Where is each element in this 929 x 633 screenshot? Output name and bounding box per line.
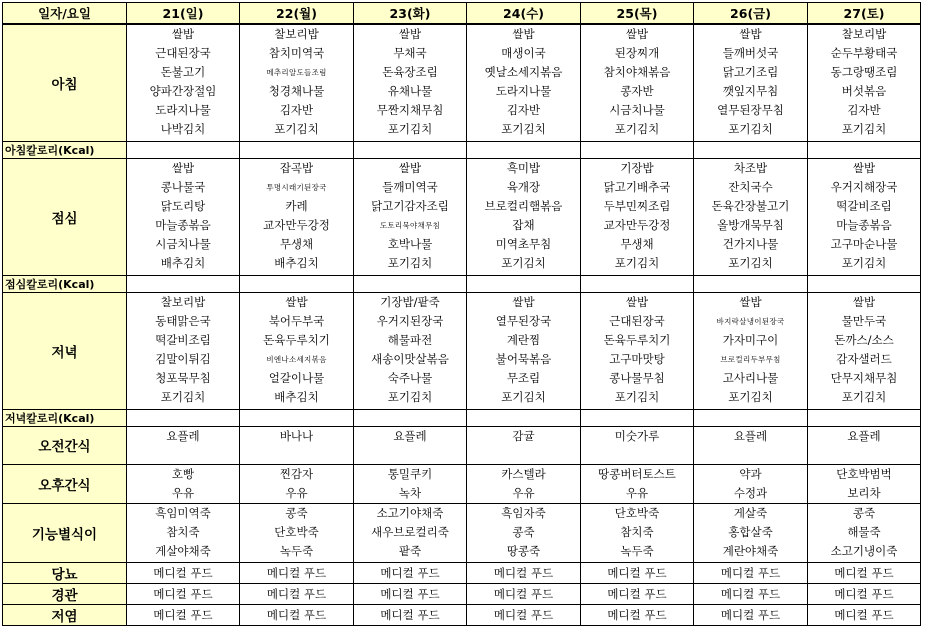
dinner-cell — [127, 292, 240, 409]
menu-item: 참치죽 — [166, 524, 200, 539]
diet-cell: 메디컬 푸드 — [354, 583, 467, 604]
dinner-cell — [354, 292, 467, 409]
day-header: 23(화) — [354, 3, 467, 25]
menu-item: 포기김치 — [387, 122, 433, 136]
kcal-cell — [694, 275, 808, 292]
diet-cell: 메디컬 푸드 — [694, 604, 808, 625]
menu-item: 포기김치 — [841, 255, 887, 270]
morning-snack-cell — [240, 426, 354, 464]
snack-label-special: 기능별식이 — [3, 503, 127, 562]
breakfast-kcal-row — [3, 141, 921, 158]
menu-item: 도토리묵야채무침 — [379, 220, 441, 230]
menu-item: 들깨버섯국 — [722, 46, 779, 60]
menu-item: 돈육장조림 — [382, 65, 438, 79]
menu-item: 우유 — [285, 485, 308, 500]
menu-item: 돈육두루치기 — [263, 332, 330, 347]
menu-item: 땅콩죽 — [506, 543, 541, 558]
menu-item: 우거지해장국 — [830, 179, 898, 194]
dinner-cell — [694, 292, 808, 409]
menu-item: 닭고기감자조림 — [371, 198, 449, 213]
menu-item: 된장찌개 — [614, 46, 660, 60]
menu-item: 마늘종볶음 — [155, 217, 211, 232]
lunch-cell — [467, 158, 581, 275]
kcal-cell — [694, 141, 808, 158]
menu-item: 감귤 — [512, 428, 535, 443]
kcal-cell — [581, 141, 694, 158]
meal-label-breakfast: 아침 — [3, 24, 127, 141]
breakfast-cell — [354, 24, 467, 141]
menu-item: 김자반 — [506, 103, 541, 117]
menu-item: 무생채 — [279, 236, 314, 251]
morning-snack-cell — [808, 426, 921, 464]
menu-item: 콩죽 — [852, 505, 876, 520]
menu-item: 돈까스/소스 — [834, 332, 894, 347]
special-diet-cell — [127, 503, 240, 562]
menu-item: 무조림 — [506, 370, 541, 385]
menu-item: 우유 — [171, 485, 195, 500]
menu-item: 청포묵무침 — [155, 370, 211, 385]
menu-item: 콩나물국 — [160, 179, 206, 194]
menu-item: 닭고기조림 — [722, 65, 779, 79]
menu-item: 찰보리밥 — [841, 27, 887, 41]
menu-item: 단호박범벅 — [836, 466, 892, 481]
menu-item: 불어묵볶음 — [495, 351, 552, 366]
diet-cell: 메디컬 푸드 — [808, 604, 921, 625]
day-header: 22(월) — [240, 3, 354, 25]
lunch-cell — [127, 158, 240, 275]
special-diet-cell — [808, 503, 921, 562]
menu-item: 우유 — [512, 485, 535, 500]
kcal-cell — [467, 275, 581, 292]
menu-item: 녹두죽 — [279, 543, 314, 558]
menu-item: 새송이맛살볶음 — [371, 351, 449, 366]
menu-item: 기장밥/팥죽 — [380, 294, 440, 309]
menu-item: 포기김치 — [728, 389, 773, 404]
weekly-menu-table — [2, 2, 921, 626]
morning-snack-cell — [354, 426, 467, 464]
special-diet-cell — [467, 503, 581, 562]
menu-item: 열무된장국 — [495, 313, 552, 328]
special-diet-cell — [240, 503, 354, 562]
kcal-cell — [467, 141, 581, 158]
menu-item: 브로컬리두부무침 — [720, 354, 781, 364]
menu-item: 돈육두루치기 — [603, 332, 671, 347]
menu-item: 버섯볶음 — [841, 84, 887, 98]
menu-item: 녹차 — [398, 485, 422, 500]
menu-item: 건가지나물 — [722, 236, 779, 251]
menu-item: 콩자반 — [620, 84, 654, 98]
breakfast-cell — [127, 24, 240, 141]
lunch-cell — [240, 158, 354, 275]
breakfast-cell — [581, 24, 694, 141]
menu-item: 포기김치 — [614, 122, 660, 136]
lunch-cell — [581, 158, 694, 275]
menu-item: 숙주나물 — [387, 370, 433, 385]
diet-cell: 메디컬 푸드 — [127, 583, 240, 604]
menu-item: 쌀밥 — [171, 27, 195, 41]
diet-cell: 메디컬 푸드 — [467, 562, 581, 583]
menu-item: 포기김치 — [501, 255, 546, 270]
menu-item: 쌀밥 — [171, 160, 195, 175]
kcal-cell — [354, 275, 467, 292]
breakfast-row — [3, 24, 921, 141]
menu-item: 쌀밥 — [625, 27, 649, 41]
menu-item: 김자반 — [279, 103, 314, 117]
menu-item: 포기김치 — [614, 389, 660, 404]
menu-item: 통밀쿠키 — [387, 466, 433, 481]
menu-item: 포기김치 — [160, 389, 206, 404]
morning-snack-cell — [467, 426, 581, 464]
menu-item: 잡채 — [512, 217, 535, 232]
menu-item: 고사리나물 — [722, 370, 779, 385]
day-header: 26(금) — [694, 3, 808, 25]
menu-item: 기장밥 — [620, 160, 654, 175]
menu-item: 계란찜 — [506, 332, 541, 347]
afternoon-snack-cell — [808, 464, 921, 503]
lunch-kcal-row — [3, 275, 921, 292]
diet-cell: 메디컬 푸드 — [808, 583, 921, 604]
menu-item: 배추김치 — [160, 255, 206, 270]
diet-cell: 메디컬 푸드 — [354, 562, 467, 583]
morning-snack-cell — [581, 426, 694, 464]
afternoon-snack-row — [3, 464, 921, 503]
menu-item: 수정과 — [733, 485, 768, 500]
menu-item: 찰보리밥 — [160, 294, 206, 309]
menu-item: 쌀밥 — [285, 294, 308, 309]
menu-item: 카레 — [285, 198, 308, 213]
menu-item: 순두부황태국 — [830, 46, 898, 60]
menu-item: 육개장 — [506, 179, 541, 194]
kcal-cell — [240, 409, 354, 426]
menu-item: 소고기야채죽 — [376, 505, 444, 520]
menu-item: 쌀밥 — [625, 294, 649, 309]
menu-item: 포기김치 — [501, 389, 546, 404]
menu-item: 요플레 — [393, 428, 427, 443]
menu-item: 고구마맛탕 — [609, 351, 665, 366]
menu-item: 홍합살죽 — [728, 524, 773, 539]
special-diet-cell — [354, 503, 467, 562]
menu-item: 바지락살냉이된장국 — [716, 316, 785, 326]
kcal-cell — [808, 409, 921, 426]
menu-item: 포기김치 — [614, 255, 660, 270]
menu-item: 북어두부국 — [268, 313, 325, 328]
afternoon-snack-cell — [581, 464, 694, 503]
menu-item: 쌀밥 — [852, 160, 876, 175]
menu-item: 단무지채무침 — [830, 370, 898, 385]
menu-item: 미숫가루 — [614, 428, 660, 443]
diet-cell: 메디컬 푸드 — [240, 562, 354, 583]
menu-item: 돈불고기 — [160, 65, 206, 79]
lunch-cell — [354, 158, 467, 275]
menu-item: 약과 — [739, 466, 762, 481]
afternoon-snack-cell — [467, 464, 581, 503]
menu-item: 잔치국수 — [728, 179, 773, 194]
breakfast-kcal-label: 아침칼로리(Kcal) — [3, 141, 127, 158]
special-diet-cell — [694, 503, 808, 562]
breakfast-cell — [240, 24, 354, 141]
menu-item: 흑미밥 — [506, 160, 541, 175]
menu-item: 게살야채죽 — [155, 543, 211, 558]
menu-item: 게살죽 — [733, 505, 768, 520]
menu-item: 소고기냉이죽 — [830, 543, 898, 558]
kcal-cell — [354, 141, 467, 158]
menu-item: 들깨미역국 — [382, 179, 438, 194]
menu-item: 무짠지채무침 — [376, 103, 444, 117]
menu-item: 시금치나물 — [609, 103, 665, 117]
diet-row-diabetes — [3, 562, 921, 583]
menu-item: 콩죽 — [512, 524, 535, 539]
menu-item: 유채나물 — [387, 84, 433, 98]
dinner-cell — [581, 292, 694, 409]
menu-item: 찐감자 — [279, 466, 314, 481]
snack-label-afternoon: 오후간식 — [3, 464, 127, 503]
menu-item: 흑임자죽 — [501, 505, 546, 520]
kcal-cell — [694, 409, 808, 426]
menu-item: 포기김치 — [274, 122, 319, 136]
lunch-cell — [808, 158, 921, 275]
diet-cell: 메디컬 푸드 — [581, 583, 694, 604]
diet-cell: 메디컬 푸드 — [240, 583, 354, 604]
dinner-kcal-row — [3, 409, 921, 426]
kcal-cell — [581, 409, 694, 426]
diet-cell: 메디컬 푸드 — [694, 562, 808, 583]
menu-item: 교자만두강정 — [603, 217, 671, 232]
menu-item: 포기김치 — [841, 122, 887, 136]
menu-item: 포기김치 — [387, 389, 433, 404]
menu-item: 찰보리밥 — [274, 27, 319, 41]
diet-row-tube — [3, 583, 921, 604]
menu-item: 콩죽 — [285, 505, 308, 520]
menu-item: 쌀밥 — [852, 294, 876, 309]
menu-item: 우유 — [625, 485, 649, 500]
menu-item: 마늘종볶음 — [836, 217, 892, 232]
menu-item: 호박나물 — [387, 236, 433, 251]
menu-item: 열무된장무침 — [717, 103, 784, 117]
menu-item: 닭도리탕 — [160, 198, 206, 213]
menu-item: 도라지나물 — [495, 84, 552, 98]
menu-item: 매생이국 — [501, 46, 546, 60]
menu-item: 카스텔라 — [501, 466, 546, 481]
kcal-cell — [127, 409, 240, 426]
lunch-cell — [694, 158, 808, 275]
kcal-cell — [354, 409, 467, 426]
menu-item: 호빵 — [171, 466, 195, 481]
menu-item: 콩나물무침 — [609, 370, 665, 385]
menu-item: 요플레 — [166, 428, 200, 443]
menu-item: 양파간장절임 — [149, 84, 217, 98]
menu-item: 잡곡밥 — [279, 160, 314, 175]
menu-item: 두부민찌조림 — [603, 198, 671, 213]
menu-item: 포기김치 — [728, 122, 773, 136]
menu-item: 포기김치 — [841, 389, 887, 404]
menu-item: 옛날소세지볶음 — [484, 65, 563, 79]
menu-item: 떡갈비조림 — [155, 332, 211, 347]
menu-item: 흑임미역죽 — [155, 505, 211, 520]
diet-cell: 메디컬 푸드 — [467, 583, 581, 604]
menu-item: 포기김치 — [387, 255, 433, 270]
afternoon-snack-cell — [694, 464, 808, 503]
kcal-cell — [467, 409, 581, 426]
menu-item: 해물파전 — [387, 332, 433, 347]
menu-item: 물만두국 — [841, 313, 887, 328]
dinner-cell — [240, 292, 354, 409]
day-header: 24(수) — [467, 3, 581, 25]
menu-item: 우거지된장국 — [376, 313, 444, 328]
dinner-cell — [808, 292, 921, 409]
diet-cell: 메디컬 푸드 — [694, 583, 808, 604]
menu-item: 근대된장국 — [155, 46, 211, 60]
kcal-cell — [581, 275, 694, 292]
menu-item: 비엔나소세지볶음 — [266, 354, 327, 364]
menu-item: 쌀밥 — [512, 27, 535, 41]
menu-item: 투명시래기된장국 — [266, 182, 327, 192]
kcal-cell — [808, 141, 921, 158]
menu-item: 쌀밥 — [739, 294, 762, 309]
dinner-row — [3, 292, 921, 409]
meal-label-lunch: 점심 — [3, 158, 127, 275]
meal-label-dinner: 저녁 — [3, 292, 127, 409]
menu-item: 시금치나물 — [155, 236, 211, 251]
menu-item: 참치야채볶음 — [603, 65, 671, 79]
kcal-cell — [240, 275, 354, 292]
kcal-cell — [808, 275, 921, 292]
special-diet-row — [3, 503, 921, 562]
menu-item: 무채국 — [393, 46, 427, 60]
special-diet-cell — [581, 503, 694, 562]
menu-item: 배추김치 — [274, 389, 319, 404]
breakfast-cell — [467, 24, 581, 141]
menu-item: 계란야채죽 — [722, 543, 779, 558]
menu-item: 무생채 — [620, 236, 654, 251]
menu-item: 포기김치 — [728, 255, 773, 270]
menu-item: 요플레 — [847, 428, 881, 443]
lunch-row — [3, 158, 921, 275]
menu-item: 떡갈비조림 — [836, 198, 892, 213]
kcal-cell — [127, 141, 240, 158]
menu-item: 감자샐러드 — [836, 351, 892, 366]
menu-item: 보리차 — [847, 485, 881, 500]
menu-item: 차조밥 — [733, 160, 768, 175]
menu-item: 해물죽 — [847, 524, 881, 539]
afternoon-snack-cell — [127, 464, 240, 503]
diet-row-low-salt — [3, 604, 921, 625]
menu-item: 포기김치 — [501, 122, 546, 136]
menu-item: 도라지나물 — [155, 103, 211, 117]
menu-item: 얼갈이나물 — [268, 370, 325, 385]
menu-item: 참치죽 — [620, 524, 654, 539]
dinner-cell — [467, 292, 581, 409]
menu-item: 브로컬리햄볶음 — [484, 198, 563, 213]
afternoon-snack-cell — [240, 464, 354, 503]
menu-item: 김자반 — [847, 103, 881, 117]
breakfast-cell — [694, 24, 808, 141]
menu-item: 가자미구이 — [722, 332, 779, 347]
snack-label-morning: 오전간식 — [3, 426, 127, 464]
diet-cell: 메디컬 푸드 — [808, 562, 921, 583]
header-row — [3, 3, 921, 25]
menu-item: 동태맑은국 — [155, 313, 211, 328]
diet-cell: 메디컬 푸드 — [240, 604, 354, 625]
dinner-kcal-label: 저녁칼로리(Kcal) — [3, 409, 127, 426]
date-day-header: 일자/요일 — [3, 3, 127, 25]
menu-item: 녹두죽 — [620, 543, 654, 558]
menu-item: 단호박죽 — [614, 505, 660, 520]
menu-item: 새우브로컬리죽 — [371, 524, 449, 539]
morning-snack-row — [3, 426, 921, 464]
menu-item: 근대된장국 — [609, 313, 665, 328]
menu-item: 교자만두강정 — [263, 217, 330, 232]
diet-cell: 메디컬 푸드 — [354, 604, 467, 625]
menu-item: 미역초무침 — [495, 236, 552, 251]
menu-item: 깻잎지무침 — [722, 84, 779, 98]
morning-snack-cell — [127, 426, 240, 464]
menu-item: 올방개묵무침 — [717, 217, 784, 232]
diet-label-tube: 경관 — [3, 583, 127, 604]
diet-cell: 메디컬 푸드 — [581, 562, 694, 583]
diet-cell: 메디컬 푸드 — [127, 562, 240, 583]
lunch-kcal-label: 점심칼로리(Kcal) — [3, 275, 127, 292]
menu-item: 동그랑땡조림 — [830, 65, 898, 79]
menu-item: 요플레 — [733, 428, 768, 443]
diet-label-diabetes: 당뇨 — [3, 562, 127, 583]
menu-item: 나박김치 — [160, 122, 206, 136]
diet-label-low-salt: 저염 — [3, 604, 127, 625]
breakfast-cell — [808, 24, 921, 141]
menu-item: 닭고기배추국 — [603, 179, 671, 194]
diet-cell: 메디컬 푸드 — [127, 604, 240, 625]
menu-item: 쌀밥 — [398, 27, 422, 41]
afternoon-snack-cell — [354, 464, 467, 503]
diet-cell: 메디컬 푸드 — [467, 604, 581, 625]
kcal-cell — [127, 275, 240, 292]
menu-item: 김말이튀김 — [155, 351, 211, 366]
menu-item: 메추리알도들조림 — [266, 68, 327, 77]
menu-item: 고구마순나물 — [830, 236, 898, 251]
diet-cell: 메디컬 푸드 — [581, 604, 694, 625]
morning-snack-cell — [694, 426, 808, 464]
day-header: 25(목) — [581, 3, 694, 25]
menu-item: 배추김치 — [274, 255, 319, 270]
menu-item: 쌀밥 — [739, 27, 762, 41]
menu-item: 바나나 — [279, 428, 314, 443]
menu-item: 팥죽 — [398, 543, 422, 558]
menu-item: 땅콩버터토스트 — [598, 466, 676, 481]
menu-item: 돈육간장불고기 — [711, 198, 790, 213]
menu-item: 청경채나물 — [268, 84, 325, 98]
day-header: 21(일) — [127, 3, 240, 25]
kcal-cell — [240, 141, 354, 158]
day-header: 27(토) — [808, 3, 921, 25]
menu-item: 참치미역국 — [268, 46, 325, 60]
menu-item: 쌀밥 — [512, 294, 535, 309]
menu-item: 쌀밥 — [398, 160, 422, 175]
menu-item: 단호박죽 — [274, 524, 319, 539]
